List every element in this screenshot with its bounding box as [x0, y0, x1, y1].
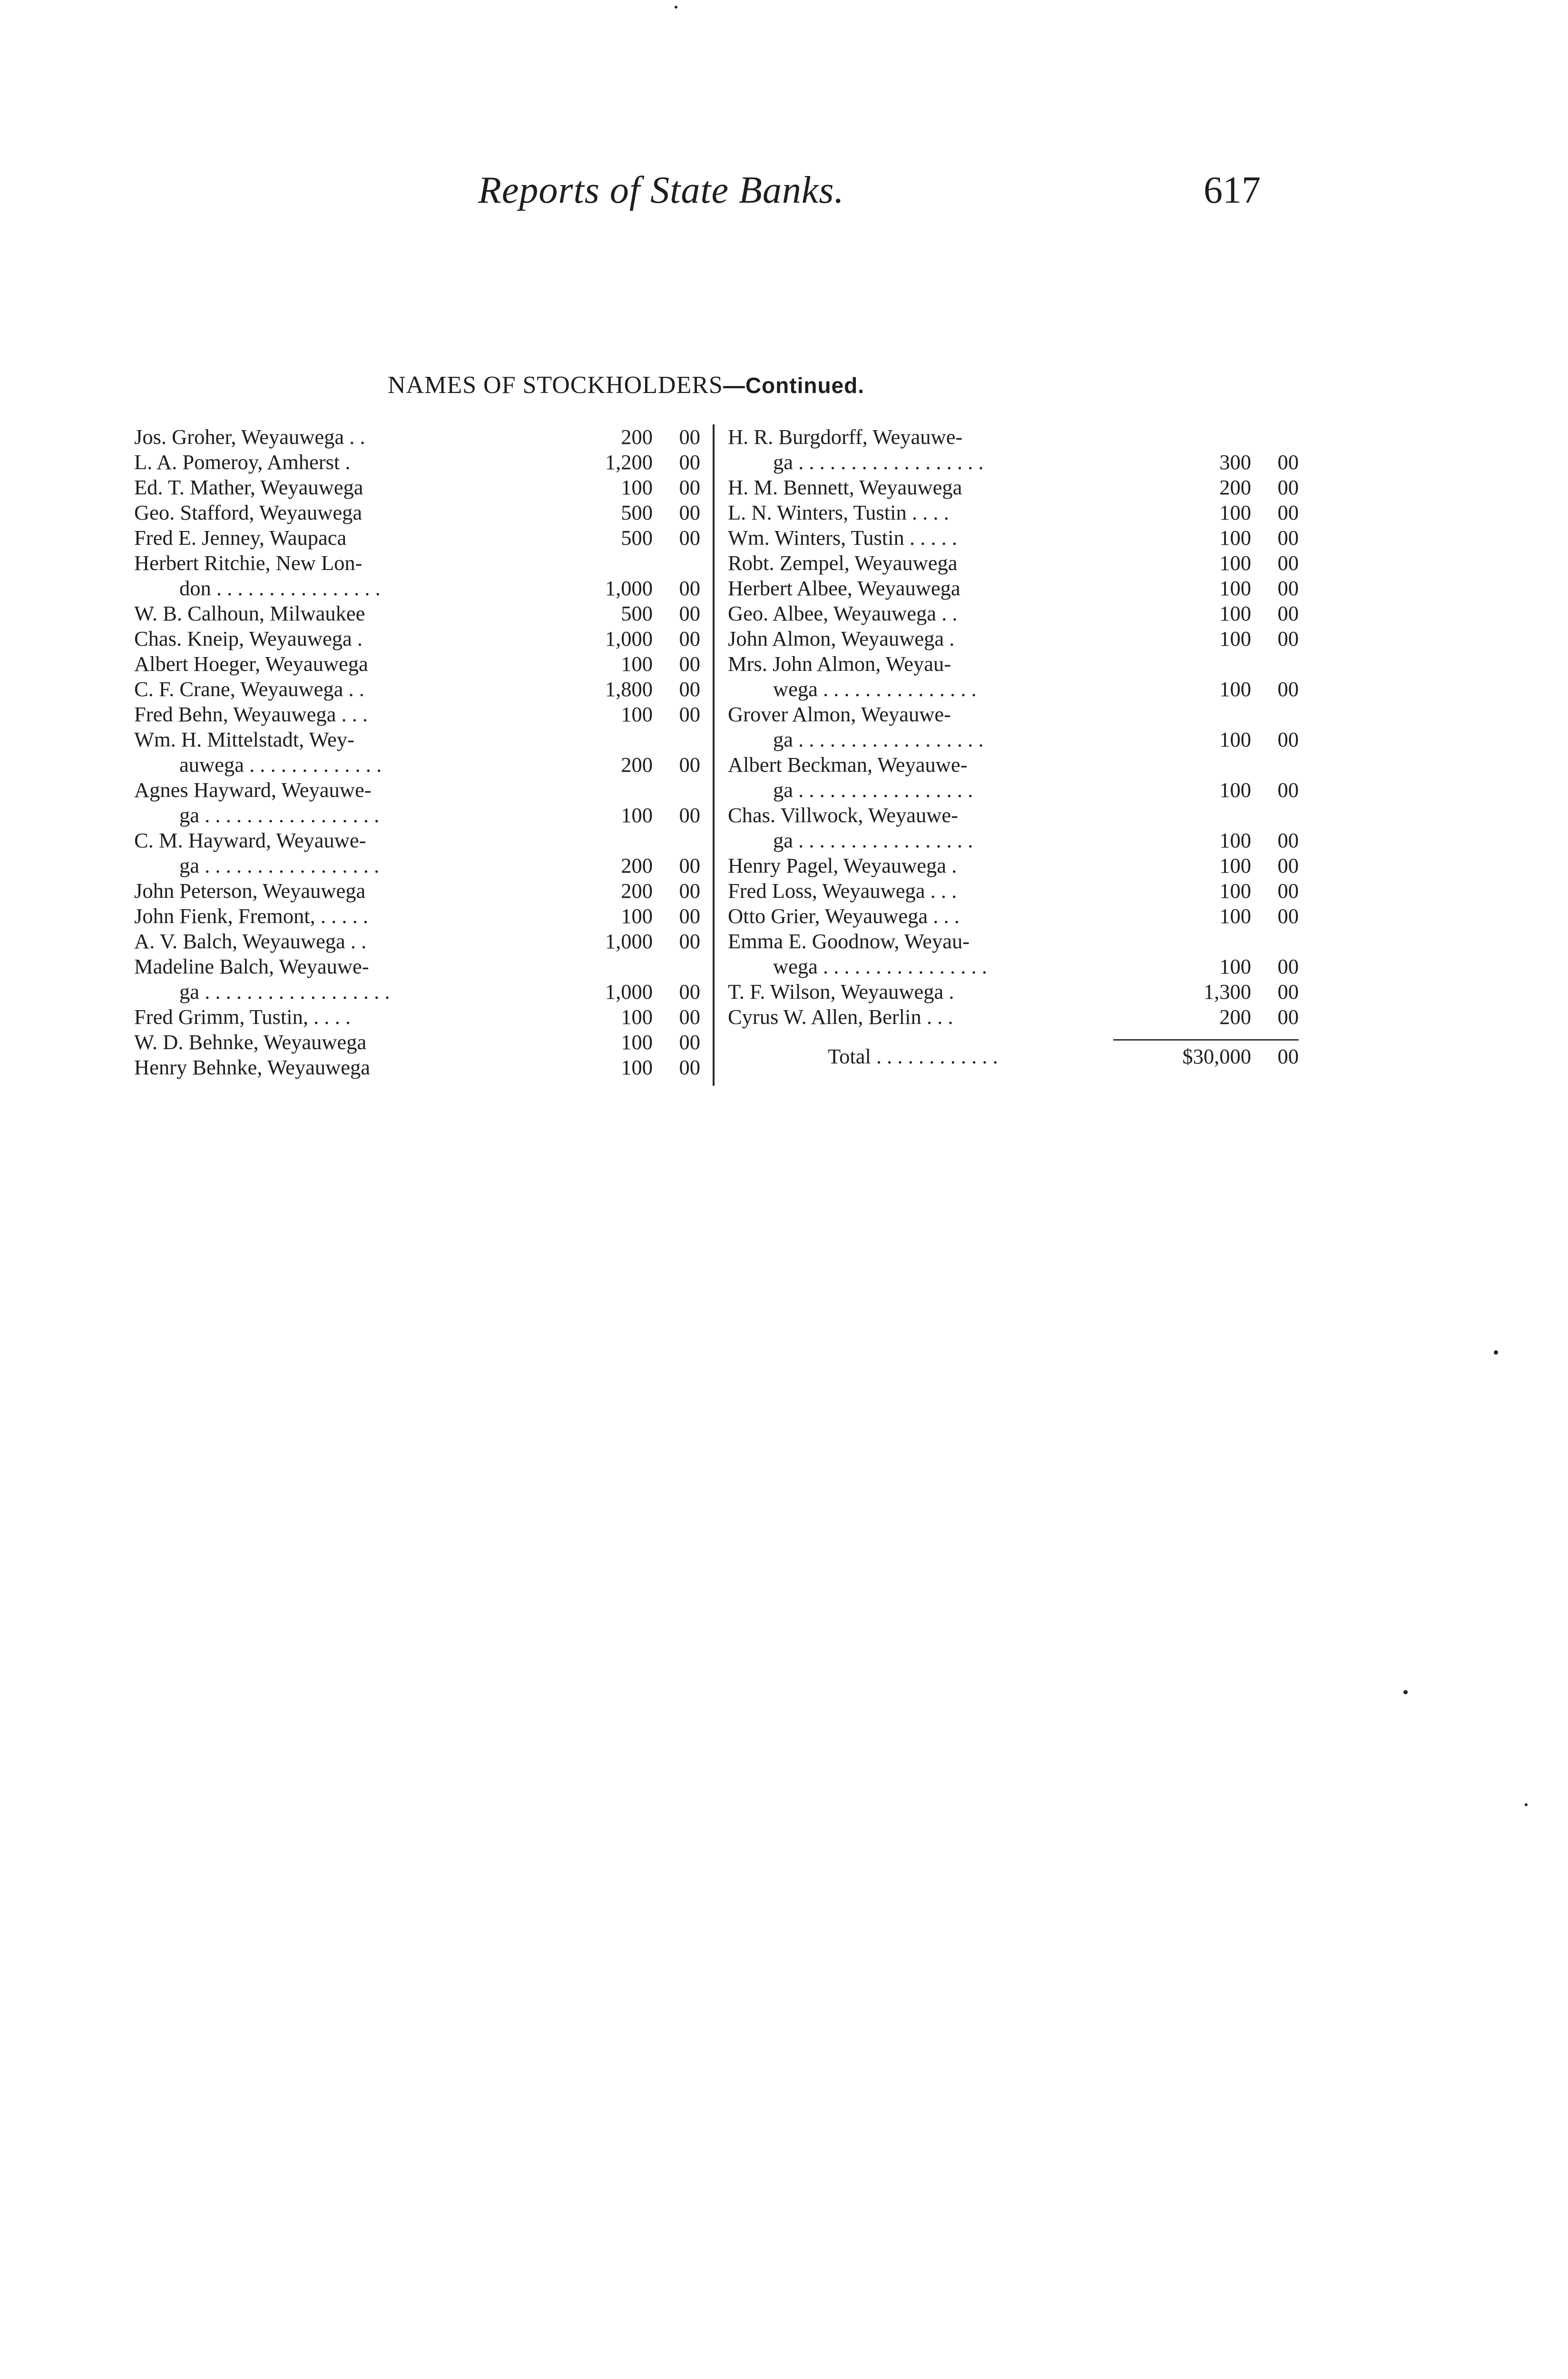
stockholder-name: Albert Hoeger, Weyauwega — [134, 652, 368, 676]
stockholder-row — [134, 878, 700, 904]
stockholder-name: Wm. Winters, Tustin . . . . . — [728, 526, 958, 550]
share-amount-cents: 00 — [1277, 904, 1299, 928]
stockholder-row — [134, 828, 700, 853]
share-amount-dollars: 100 — [1219, 904, 1251, 928]
share-amount-cents: 00 — [1277, 627, 1299, 650]
share-amount-dollars: 200 — [621, 753, 653, 777]
stockholder-row — [134, 803, 700, 828]
stockholder-row — [134, 601, 700, 626]
share-amount-dollars: 100 — [1219, 501, 1251, 524]
stockholder-row — [728, 702, 1299, 727]
share-amount-cents: 00 — [679, 475, 700, 499]
stockholder-row — [134, 702, 700, 727]
share-amount-dollars: 100 — [1219, 879, 1251, 903]
stockholder-name: W. D. Behnke, Weyauwega — [134, 1030, 367, 1054]
share-amount-dollars: 100 — [1219, 627, 1251, 650]
share-amount-dollars: 1,000 — [605, 980, 653, 1003]
stockholder-name: Madeline Balch, Weyauwe- — [134, 954, 369, 978]
stockholder-name: C. M. Hayward, Weyauwe- — [134, 828, 366, 852]
stockholder-row — [728, 677, 1299, 702]
share-amount-dollars: 100 — [1219, 954, 1251, 978]
stockholder-row — [134, 450, 700, 475]
stockholder-row — [134, 475, 700, 500]
stockholder-row — [134, 525, 700, 551]
stockholder-name: wega . . . . . . . . . . . . . . . — [773, 677, 977, 701]
share-amount-cents: 00 — [679, 1055, 700, 1079]
stockholder-name: John Almon, Weyauwega . — [728, 627, 955, 650]
stockholder-name: L. N. Winters, Tustin . . . . — [728, 501, 949, 524]
section-continued: —Continued. — [723, 373, 865, 398]
scan-speck — [1403, 1690, 1408, 1694]
share-amount-dollars: 1,300 — [1203, 980, 1251, 1003]
share-amount-dollars: 100 — [1219, 727, 1251, 751]
stockholder-row — [728, 752, 1299, 777]
share-amount-cents: 00 — [1277, 501, 1299, 524]
stockholder-name: auwega . . . . . . . . . . . . . — [179, 753, 382, 777]
share-amount-dollars: 200 — [621, 854, 653, 877]
stockholder-row — [728, 601, 1299, 626]
running-head: Reports of State Banks. — [478, 169, 844, 211]
stockholder-name: ga . . . . . . . . . . . . . . . . . — [773, 778, 973, 802]
stockholder-name: Henry Pagel, Weyauwega . — [728, 854, 957, 877]
stockholder-row — [134, 777, 700, 803]
share-amount-dollars: 500 — [621, 501, 653, 524]
share-amount-cents: 00 — [1277, 526, 1299, 550]
stockholder-row — [728, 475, 1299, 500]
page-number: 617 — [1204, 169, 1261, 211]
total-row — [728, 1044, 1299, 1069]
stockholder-row — [134, 954, 700, 979]
share-amount-cents: 00 — [1277, 677, 1299, 701]
stockholder-row — [134, 626, 700, 651]
stockholder-row — [134, 677, 700, 702]
scan-speck — [1525, 1803, 1528, 1806]
share-amount-dollars: 100 — [621, 652, 653, 676]
stockholder-row — [728, 777, 1299, 803]
stockholder-row — [728, 954, 1299, 979]
share-amount-cents: 00 — [679, 904, 700, 928]
stockholder-row — [134, 1004, 700, 1030]
share-amount-cents: 00 — [679, 929, 700, 953]
stockholder-row — [134, 1055, 700, 1080]
stockholder-row — [728, 878, 1299, 904]
stockholder-name: don . . . . . . . . . . . . . . . . — [179, 576, 381, 600]
stockholder-name: Geo. Stafford, Weyauwega — [134, 501, 363, 524]
stockholder-name: ga . . . . . . . . . . . . . . . . . — [773, 828, 973, 852]
share-amount-cents: 00 — [1277, 778, 1299, 802]
share-amount-dollars: 100 — [621, 1030, 653, 1054]
share-amount-cents: 00 — [679, 627, 700, 650]
stockholder-name: John Peterson, Weyauwega — [134, 879, 366, 903]
share-amount-cents: 00 — [679, 501, 700, 524]
stockholder-name: ga . . . . . . . . . . . . . . . . . — [179, 803, 380, 827]
stockholder-row — [728, 929, 1299, 954]
stockholder-name: Fred Loss, Weyauwega . . . — [728, 879, 957, 903]
stockholder-name: Mrs. John Almon, Weyau- — [728, 652, 951, 676]
share-amount-cents: 00 — [1277, 551, 1299, 575]
share-amount-dollars: 100 — [1219, 526, 1251, 550]
section-title: NAMES OF STOCKHOLDERS — [388, 372, 723, 399]
stockholders-right-column — [728, 424, 1299, 1069]
stockholder-row — [728, 525, 1299, 551]
stockholder-name: ga . . . . . . . . . . . . . . . . . . — [179, 980, 390, 1003]
total-dollars: $30,000 — [1182, 1044, 1251, 1068]
stockholder-name: C. F. Crane, Weyauwega . . — [134, 677, 364, 701]
stockholder-name: Henry Behnke, Weyauwega — [134, 1055, 371, 1079]
stockholder-row — [728, 1004, 1299, 1030]
stockholder-row — [134, 576, 700, 601]
stockholder-row — [728, 828, 1299, 853]
stockholder-name: ga . . . . . . . . . . . . . . . . . . — [773, 450, 984, 474]
total-rule — [1113, 1039, 1299, 1041]
scan-speck — [675, 6, 677, 9]
share-amount-cents: 00 — [1277, 854, 1299, 877]
stockholder-row — [728, 450, 1299, 475]
share-amount-cents: 00 — [679, 450, 700, 474]
share-amount-cents: 00 — [1277, 828, 1299, 852]
share-amount-cents: 00 — [679, 1030, 700, 1054]
stockholder-row — [728, 500, 1299, 525]
share-amount-dollars: 1,000 — [605, 929, 653, 953]
share-amount-cents: 00 — [679, 753, 700, 777]
stockholder-row — [134, 651, 700, 677]
share-amount-dollars: 1,000 — [605, 627, 653, 650]
stockholder-name: T. F. Wilson, Weyauwega . — [728, 980, 954, 1003]
share-amount-dollars: 100 — [1219, 778, 1251, 802]
share-amount-dollars: 100 — [1219, 854, 1251, 877]
total-spacer — [728, 1030, 1299, 1044]
share-amount-dollars: 500 — [621, 601, 653, 625]
share-amount-dollars: 1,000 — [605, 576, 653, 600]
share-amount-cents: 00 — [1277, 576, 1299, 600]
stockholder-row — [134, 551, 700, 576]
share-amount-dollars: 200 — [1219, 1005, 1251, 1029]
share-amount-dollars: 100 — [621, 803, 653, 827]
stockholder-row — [134, 752, 700, 777]
share-amount-dollars: 100 — [621, 1005, 653, 1029]
stockholder-row — [134, 979, 700, 1004]
column-divider — [713, 424, 715, 1086]
stockholder-name: A. V. Balch, Weyauwega . . — [134, 929, 367, 953]
stockholder-name: H. R. Burgdorff, Weyauwe- — [728, 425, 963, 449]
share-amount-cents: 00 — [1277, 475, 1299, 499]
share-amount-cents: 00 — [1277, 450, 1299, 474]
stockholder-name: Grover Almon, Weyauwe- — [728, 702, 951, 726]
total-label: Total . . . . . . . . . . . . — [828, 1044, 998, 1068]
share-amount-cents: 00 — [1277, 980, 1299, 1003]
share-amount-cents: 00 — [679, 854, 700, 877]
share-amount-cents: 00 — [679, 1005, 700, 1029]
total-cents: 00 — [1277, 1044, 1299, 1068]
share-amount-dollars: 100 — [1219, 601, 1251, 625]
share-amount-cents: 00 — [679, 576, 700, 600]
share-amount-dollars: 1,800 — [605, 677, 653, 701]
share-amount-cents: 00 — [679, 879, 700, 903]
stockholder-row — [728, 551, 1299, 576]
scan-speck — [1494, 1350, 1498, 1355]
stockholder-row — [134, 1030, 700, 1055]
stockholder-name: Herbert Albee, Weyauwega — [728, 576, 960, 600]
share-amount-dollars: 100 — [1219, 551, 1251, 575]
share-amount-dollars: 100 — [621, 702, 653, 726]
stockholder-row — [134, 904, 700, 929]
share-amount-dollars: 100 — [621, 475, 653, 499]
stockholder-name: Fred Grimm, Tustin, . . . . — [134, 1005, 351, 1029]
share-amount-dollars: 100 — [621, 904, 653, 928]
stockholder-name: Herbert Ritchie, New Lon- — [134, 551, 363, 575]
stockholder-row — [728, 803, 1299, 828]
stockholders-left-column — [134, 424, 700, 1080]
share-amount-cents: 00 — [1277, 879, 1299, 903]
stockholder-name: Cyrus W. Allen, Berlin . . . — [728, 1005, 953, 1029]
stockholder-row — [134, 929, 700, 954]
stockholder-name: Wm. H. Mittelstadt, Wey- — [134, 727, 354, 751]
stockholder-row — [134, 727, 700, 752]
stockholder-name: Albert Beckman, Weyauwe- — [728, 753, 968, 777]
share-amount-cents: 00 — [679, 601, 700, 625]
share-amount-dollars: 1,200 — [605, 450, 653, 474]
share-amount-dollars: 200 — [621, 879, 653, 903]
stockholder-row — [728, 576, 1299, 601]
stockholder-row — [728, 424, 1299, 450]
share-amount-cents: 00 — [1277, 727, 1299, 751]
share-amount-cents: 00 — [679, 652, 700, 676]
section-heading — [388, 371, 864, 399]
stockholder-name: Chas. Kneip, Weyauwega . — [134, 627, 363, 650]
stockholder-row — [728, 651, 1299, 677]
stockholder-row — [728, 727, 1299, 752]
stockholder-name: Jos. Groher, Weyauwega . . — [134, 425, 365, 449]
share-amount-cents: 00 — [1277, 1005, 1299, 1029]
stockholder-name: Emma E. Goodnow, Weyau- — [728, 929, 970, 953]
stockholder-name: Robt. Zempel, Weyauwega — [728, 551, 958, 575]
share-amount-dollars: 100 — [621, 1055, 653, 1079]
share-amount-cents: 00 — [1277, 601, 1299, 625]
stockholder-name: W. B. Calhoun, Milwaukee — [134, 601, 365, 625]
stockholder-row — [728, 979, 1299, 1004]
share-amount-cents: 00 — [679, 526, 700, 550]
stockholder-name: ga . . . . . . . . . . . . . . . . . — [179, 854, 380, 877]
share-amount-cents: 00 — [679, 677, 700, 701]
share-amount-dollars: 500 — [621, 526, 653, 550]
share-amount-cents: 00 — [1277, 954, 1299, 978]
share-amount-cents: 00 — [679, 425, 700, 449]
stockholder-row — [728, 904, 1299, 929]
share-amount-cents: 00 — [679, 980, 700, 1003]
share-amount-dollars: 200 — [621, 425, 653, 449]
stockholder-name: ga . . . . . . . . . . . . . . . . . . — [773, 727, 984, 751]
share-amount-cents: 00 — [679, 803, 700, 827]
share-amount-dollars: 200 — [1219, 475, 1251, 499]
share-amount-dollars: 100 — [1219, 677, 1251, 701]
stockholder-name: wega . . . . . . . . . . . . . . . . — [773, 954, 987, 978]
stockholder-row — [728, 626, 1299, 651]
stockholder-name: Agnes Hayward, Weyauwe- — [134, 778, 372, 802]
share-amount-dollars: 100 — [1219, 828, 1251, 852]
stockholder-row — [134, 853, 700, 878]
stockholder-name: L. A. Pomeroy, Amherst . — [134, 450, 351, 474]
share-amount-dollars: 100 — [1219, 576, 1251, 600]
stockholder-name: Chas. Villwock, Weyauwe- — [728, 803, 958, 827]
stockholder-row — [728, 853, 1299, 878]
stockholder-name: Otto Grier, Weyauwega . . . — [728, 904, 960, 928]
stockholder-name: Fred E. Jenney, Waupaca — [134, 526, 347, 550]
stockholder-name: John Fienk, Fremont, . . . . . — [134, 904, 368, 928]
share-amount-cents: 00 — [679, 702, 700, 726]
stockholder-row — [134, 424, 700, 450]
stockholder-row — [134, 500, 700, 525]
share-amount-dollars: 300 — [1219, 450, 1251, 474]
stockholder-name: Fred Behn, Weyauwega . . . — [134, 702, 368, 726]
stockholder-name: Ed. T. Mather, Weyauwega — [134, 475, 363, 499]
stockholder-name: Geo. Albee, Weyauwega . . — [728, 601, 958, 625]
stockholder-name: H. M. Bennett, Weyauwega — [728, 475, 962, 499]
